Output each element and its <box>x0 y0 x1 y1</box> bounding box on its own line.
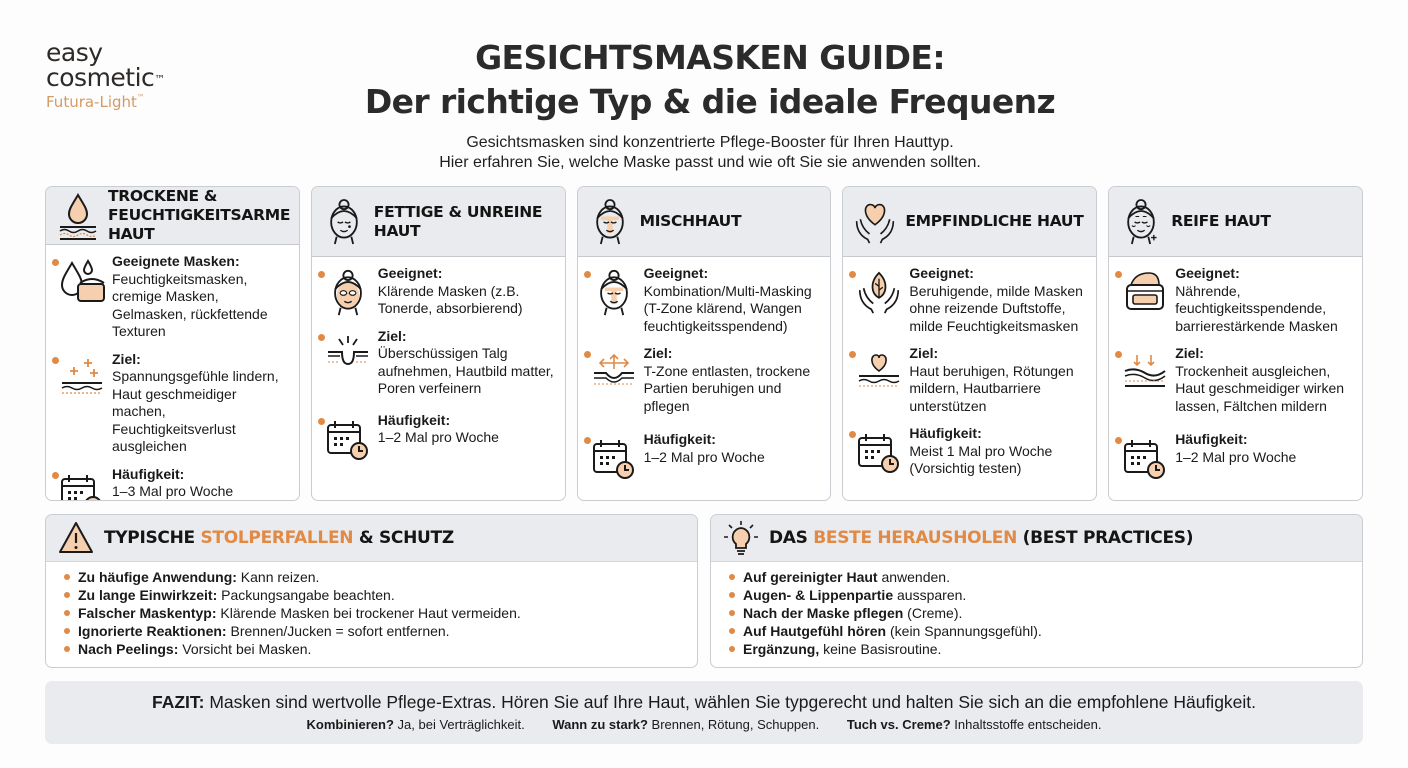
card-sensitive-skin <box>842 186 1097 501</box>
item-value: Nährende, feuchtigkeitsspendende, barrierestärkende Masken <box>1175 282 1338 334</box>
card-item-goal <box>316 328 559 398</box>
card-item-masks <box>316 265 559 318</box>
card-item-text <box>1175 431 1296 483</box>
card-oily-skin <box>311 186 566 501</box>
skin-type-cards <box>45 186 1363 501</box>
bullet <box>318 418 325 425</box>
list-item <box>727 604 1362 622</box>
list-item <box>62 640 697 658</box>
item-value: T-Zone entlasten, trockene Partien beruhigen und pflegen <box>643 362 811 414</box>
item-label: Häufigkeit: <box>377 411 451 428</box>
card-item-frequency <box>50 466 293 502</box>
card-item-text <box>909 425 1090 478</box>
card-item-text <box>112 466 233 502</box>
pore-skin-icon <box>324 332 372 380</box>
card-mature-skin <box>1108 186 1363 501</box>
card-body <box>46 245 299 501</box>
trademark: ™ <box>154 73 165 86</box>
card-header <box>843 187 1096 257</box>
item-text: Brennen/Jucken = sofort entfernen. <box>226 623 450 639</box>
item-bold: Ignorierte Reaktionen: <box>78 623 227 639</box>
card-item-text <box>1175 345 1356 415</box>
bullet <box>52 357 59 364</box>
item-label: Häufigkeit: <box>1175 431 1248 447</box>
brand-logo <box>46 40 165 110</box>
conclusion-body: Masken sind wertvolle Pflege-Extras. Hören Sie auf Ihre Haut, wählen Sie typgerecht und halten Sie sich an die empfohlene Häufigkeit. <box>204 692 1257 712</box>
item-label: Ziel: <box>643 345 673 361</box>
list-item <box>62 568 697 586</box>
face-mask-icon <box>324 269 372 317</box>
item-bold: Zu häufige Anwendung: <box>78 569 237 585</box>
card-item-text <box>644 431 765 483</box>
title-accent: STOLPERFALLEN <box>200 528 354 548</box>
card-body <box>1109 257 1362 500</box>
pitfalls-panel <box>45 514 698 668</box>
calendar-clock-icon <box>855 429 903 477</box>
faq-row <box>45 716 1363 734</box>
card-header <box>46 187 299 245</box>
item-value: Beruhigende, milde Masken ohne reizende Duftstoffe, milde Feuchtigkeitsmasken <box>909 282 1083 334</box>
card-item-text <box>378 265 559 318</box>
best-practices-list <box>711 562 1362 658</box>
list-item <box>727 568 1362 586</box>
item-label: Ziel: <box>377 327 407 344</box>
card-body <box>578 257 831 500</box>
card-item-frequency <box>316 412 559 464</box>
card-item-text <box>378 412 499 464</box>
sparkle-skin-icon <box>58 355 106 403</box>
calendar-clock-icon <box>324 416 372 464</box>
card-item-masks <box>50 253 293 341</box>
card-header <box>578 187 831 257</box>
item-value: 1–2 Mal pro Woche <box>377 429 499 445</box>
item-value: Feuchtigkeitsmasken, cremige Masken, Gelmasken, rückfettende Texturen <box>112 270 268 339</box>
faq-question: Wann zu stark? <box>552 717 648 732</box>
item-value: Klärende Masken (z.B. Tonerde, absorbierend) <box>377 282 523 316</box>
card-item-goal <box>50 351 293 456</box>
item-label: Häufigkeit: <box>643 431 716 447</box>
card-item-frequency <box>847 425 1090 478</box>
faq-item <box>307 717 525 732</box>
item-value: Trockenheit ausgleichen, Haut geschmeidiger wirken lassen, Fältchen mildern <box>1175 362 1345 414</box>
item-bold: Nach der Maske pflegen <box>743 605 904 621</box>
item-label: Ziel: <box>112 350 141 367</box>
item-value: 1–3 Mal pro Woche <box>112 483 234 499</box>
card-combination-skin <box>577 186 832 501</box>
faq-item <box>847 717 1102 732</box>
title-line-1: GESICHTSMASKEN GUIDE: <box>475 38 945 77</box>
bullet <box>318 334 325 341</box>
faq-item <box>552 717 819 732</box>
item-text: (Creme). <box>903 605 963 621</box>
arrows-skin-icon <box>590 349 638 397</box>
lightbulb-icon <box>723 520 759 556</box>
droplet-skin-icon <box>56 191 100 241</box>
face-tzone-icon <box>588 197 632 247</box>
list-item <box>727 640 1362 658</box>
face-mature-icon <box>1119 197 1163 247</box>
card-item-masks <box>847 265 1090 335</box>
card-body <box>312 257 565 500</box>
card-title: MISCHHAUT <box>639 212 742 230</box>
card-item-masks <box>1113 265 1356 335</box>
page-subtitle <box>300 133 1120 173</box>
item-bold: Auf Hautgefühl hören <box>743 623 887 639</box>
list-item <box>62 586 697 604</box>
card-item-text <box>909 265 1090 335</box>
conclusion-text <box>45 691 1363 713</box>
item-text: Vorsicht bei Masken. <box>178 641 312 657</box>
item-label: Ziel: <box>1175 345 1204 361</box>
card-item-text <box>644 345 825 415</box>
item-bold: Nach Peelings: <box>78 641 179 657</box>
card-item-frequency <box>1113 431 1356 483</box>
bullet <box>52 259 59 266</box>
faq-answer: Inhaltsstoffe entscheiden. <box>950 717 1102 732</box>
bullet <box>584 271 591 278</box>
panel-title <box>769 528 1193 548</box>
panel-header <box>46 515 697 562</box>
title-part: TYPISCHE <box>104 528 201 548</box>
item-label: Häufigkeit: <box>909 425 982 441</box>
card-body <box>843 257 1096 500</box>
droplets-cream-jar-icon <box>58 257 106 305</box>
logo-futura-text: Futura-Light <box>46 93 137 111</box>
card-title: TROCKENE & FEUCHTIGKEITSARME HAUT <box>108 187 291 243</box>
conclusion-banner <box>45 681 1363 744</box>
title-line-2: Der richtige Typ & die ideale Frequenz <box>364 82 1056 121</box>
item-label: Geeignet: <box>643 265 709 281</box>
title-part: (BEST PRACTICES) <box>1017 528 1194 548</box>
item-value: Meist 1 Mal pro Woche (Vorsichtig testen) <box>909 442 1053 476</box>
list-item <box>62 604 697 622</box>
item-label: Geeignet: <box>377 265 443 281</box>
list-item <box>727 586 1362 604</box>
card-title: FETTIGE & UNREINE HAUT <box>373 202 543 240</box>
card-item-goal <box>582 345 825 415</box>
cream-jar-icon <box>1121 269 1169 317</box>
item-value: Überschüssigen Talg aufnehmen, Hautbild matter, Poren verfeinern <box>377 345 554 396</box>
bullet <box>584 351 591 358</box>
logo-cosmetic-text: cosmetic <box>46 63 155 92</box>
card-dry-skin <box>45 186 300 501</box>
card-header <box>312 187 565 257</box>
trademark: ™ <box>136 93 145 102</box>
card-item-text <box>378 328 559 398</box>
card-item-text <box>1175 265 1356 335</box>
bullet <box>584 437 591 444</box>
item-text: Klärende Masken bei trockener Haut vermeiden. <box>216 605 521 621</box>
item-label: Häufigkeit: <box>112 465 185 482</box>
logo-line-cosmetic <box>46 65 165 90</box>
list-item <box>727 622 1362 640</box>
bullet <box>52 472 59 479</box>
panel-title <box>104 528 454 548</box>
item-text: Kann reizen. <box>236 569 320 585</box>
title-accent: BESTE HERAUSHOLEN <box>813 528 1018 548</box>
subtitle-line-2: Hier erfahren Sie, welche Maske passt und wie oft Sie sie anwenden sollten. <box>439 154 981 171</box>
item-value: Haut beruhigen, Rötungen mildern, Hautbarriere unterstützen <box>909 362 1074 414</box>
item-bold: Augen- & Lippenpartie <box>743 587 894 603</box>
item-text: keine Basisroutine. <box>819 641 942 657</box>
page-title <box>280 36 1140 124</box>
item-text: anwenden. <box>877 569 950 585</box>
subtitle-line-1: Gesichtsmasken sind konzentrierte Pflege-Booster für Ihren Hauttyp. <box>466 134 954 151</box>
item-label: Geeignet: <box>909 265 974 281</box>
card-item-masks <box>582 265 825 335</box>
card-header <box>1109 187 1362 257</box>
item-label: Geeignet: <box>1175 265 1240 281</box>
calendar-clock-icon <box>58 470 106 502</box>
arrows-down-skin-icon <box>1121 349 1169 397</box>
heart-hands-icon <box>853 197 897 247</box>
item-text: (kein Spannungsgefühl). <box>886 623 1042 639</box>
title-part: DAS <box>769 528 814 548</box>
face-multimask-icon <box>590 269 638 317</box>
item-bold: Ergänzung, <box>743 641 820 657</box>
bullet <box>318 271 325 278</box>
item-bold: Auf gereinigter Haut <box>743 569 878 585</box>
face-blemish-icon <box>322 197 366 247</box>
card-item-text <box>909 345 1090 415</box>
heart-skin-icon <box>855 349 903 397</box>
card-item-goal <box>1113 345 1356 415</box>
leaf-hands-icon <box>855 269 903 317</box>
faq-answer: Brennen, Rötung, Schuppen. <box>647 717 820 732</box>
list-item <box>62 622 697 640</box>
pitfalls-list <box>46 562 697 658</box>
title-part: & SCHUTZ <box>353 528 454 548</box>
item-value: Spannungsgefühle lindern, Haut geschmeidiger machen, Feuchtigkeitsverlust ausgleichen <box>112 368 279 454</box>
item-value: Kombination/Multi-Masking (T-Zone klärend, Wangen feuchtigkeitsspendend) <box>643 282 812 334</box>
card-item-text <box>644 265 825 335</box>
card-item-text <box>112 253 293 341</box>
faq-question: Tuch vs. Creme? <box>846 717 951 732</box>
item-text: Packungsangabe beachten. <box>217 587 395 603</box>
item-bold: Zu lange Einwirkzeit: <box>78 587 218 603</box>
faq-question: Kombinieren? <box>306 717 394 732</box>
card-item-goal <box>847 345 1090 415</box>
card-title: EMPFINDLICHE HAUT <box>905 212 1084 230</box>
best-practices-panel <box>710 514 1363 668</box>
conclusion-label: FAZIT: <box>151 692 205 712</box>
faq-answer: Ja, bei Verträglichkeit. <box>393 717 525 732</box>
calendar-clock-icon <box>1121 435 1169 483</box>
card-item-text <box>112 351 293 456</box>
calendar-clock-icon <box>590 435 638 483</box>
item-value: 1–2 Mal pro Woche <box>643 448 765 465</box>
card-item-frequency <box>582 431 825 483</box>
logo-line-futura <box>46 95 165 110</box>
item-label: Geeignete Masken: <box>112 253 240 269</box>
item-value: 1–2 Mal pro Woche <box>1175 448 1297 465</box>
item-label: Ziel: <box>909 345 939 361</box>
warning-icon <box>58 520 94 556</box>
item-text: aussparen. <box>893 587 967 603</box>
panel-header <box>711 515 1362 562</box>
card-title: REIFE HAUT <box>1171 212 1271 230</box>
item-bold: Falscher Maskentyp: <box>78 605 217 621</box>
logo-line-easy: easy <box>46 38 103 67</box>
